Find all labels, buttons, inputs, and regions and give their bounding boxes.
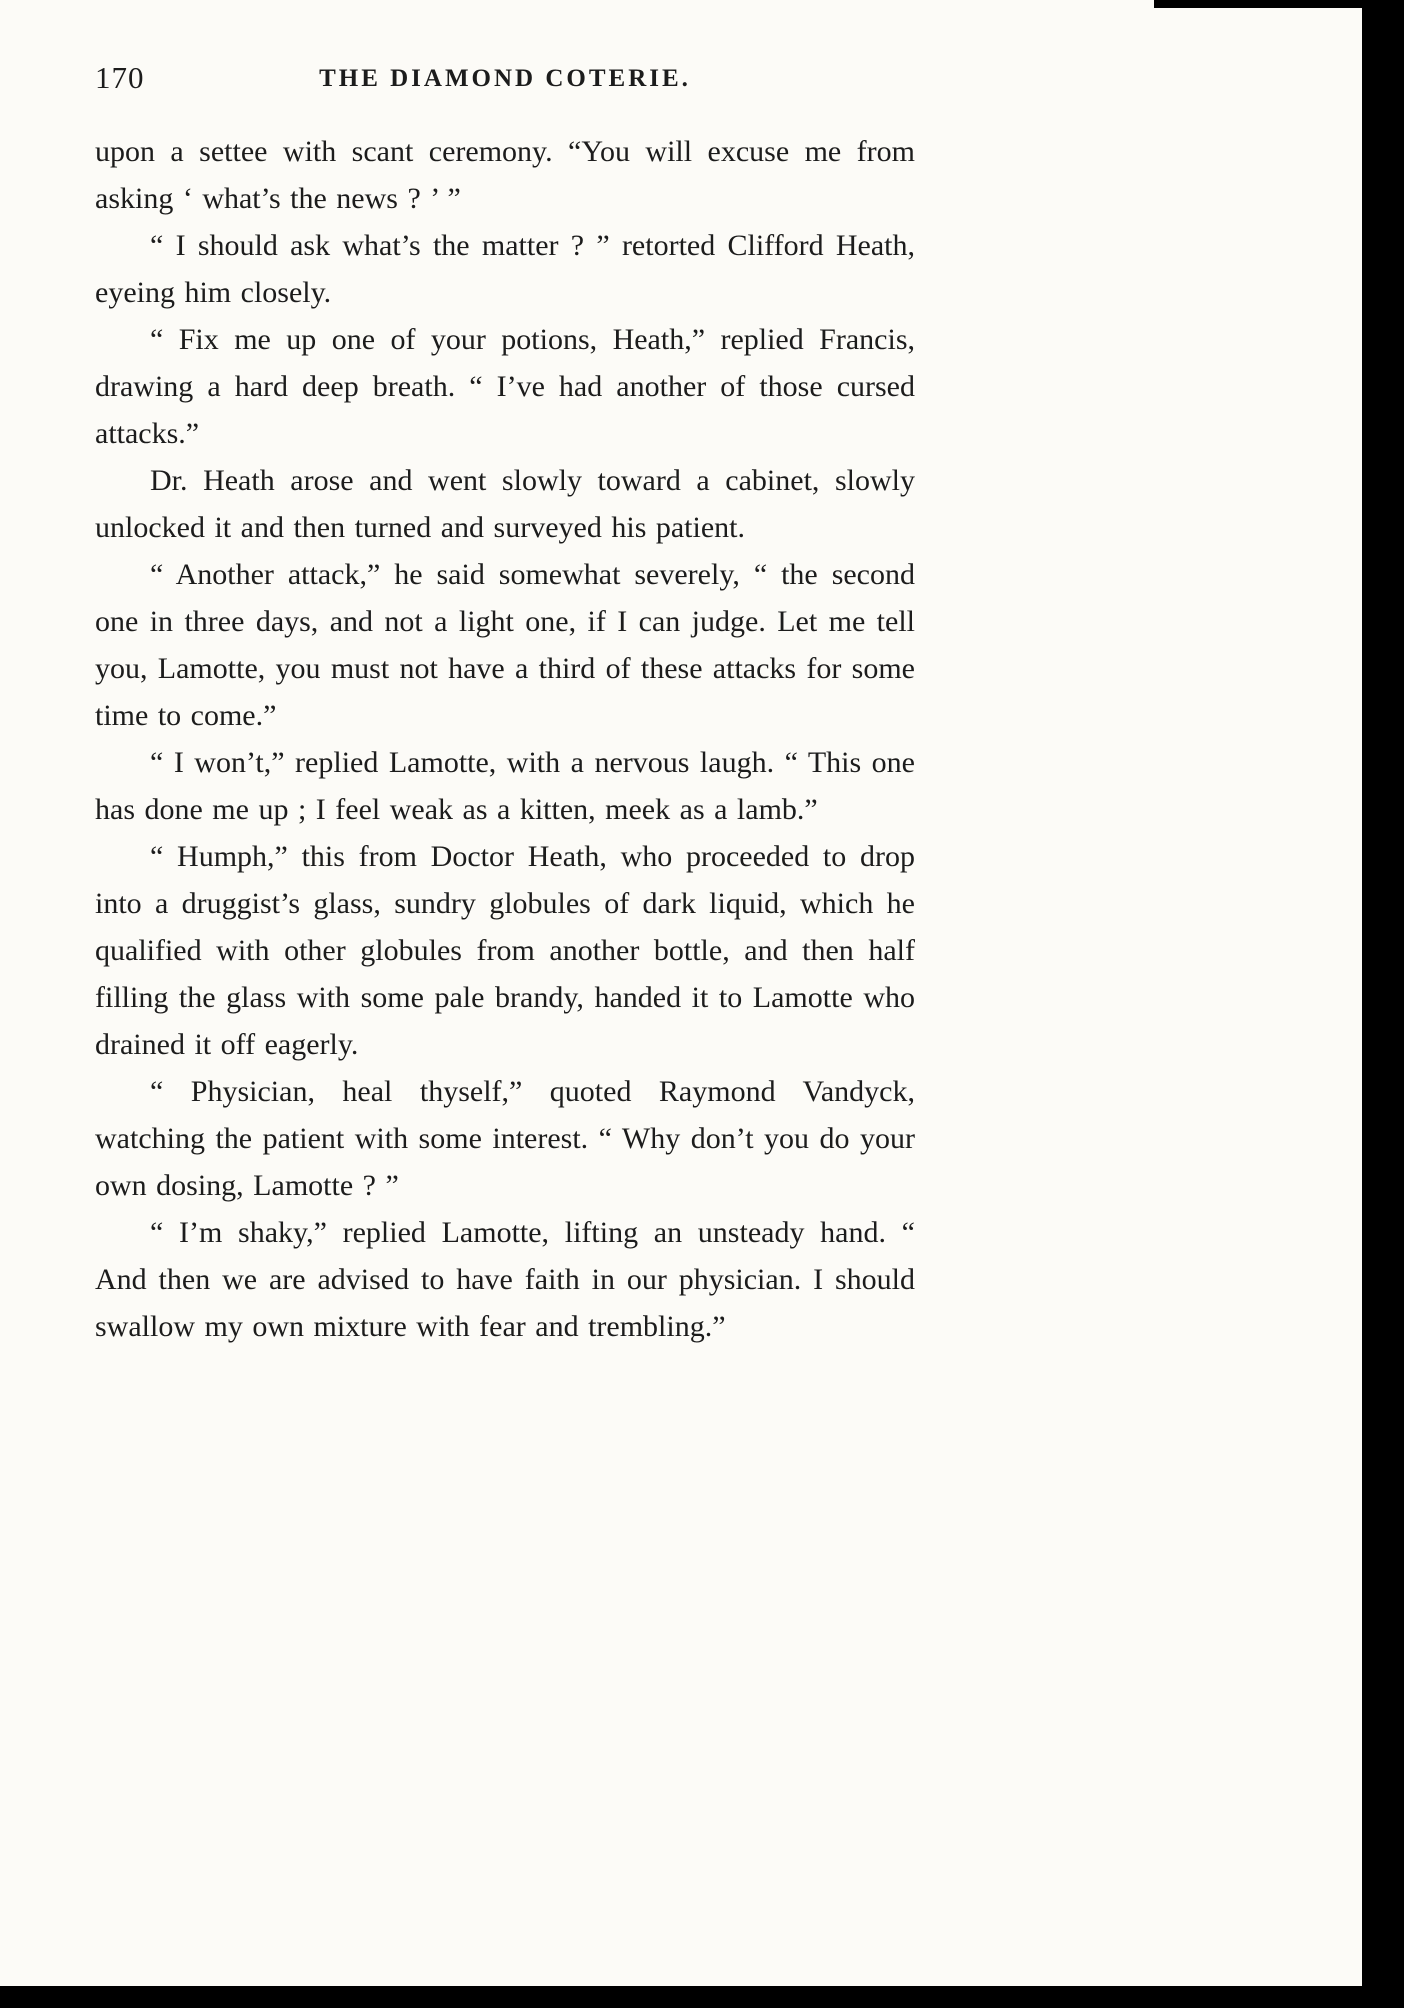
paragraph: “ I’m shaky,” replied Lamotte, lifting an unsteady hand. “ And then we are advised to have faith in our physician. I should swallow my own mixture with fear and trembling.” (95, 1216, 915, 1343)
page-header (95, 60, 915, 100)
text-block (95, 128, 915, 1350)
paragraph: “ Physician, heal thyself,” quoted Raymond Vandyck, watching the patient with some interest. “ Why don’t you do your own dosing, Lamotte ? ” (95, 1075, 915, 1202)
paragraph: “ Another attack,” he said somewhat severely, “ the second one in three days, and not a light one, if I can judge. Let me tell you, Lamotte, you must not have a third of these attacks for some time to come.” (95, 558, 915, 732)
paragraph: “ Humph,” this from Doctor Heath, who proceeded to drop into a druggist’s glass, sundry globules of dark liquid, which he qualified with other globules from another bottle, and then half filling the glass with some pale brandy, handed it to Lamotte who drained it off eagerly. (95, 840, 915, 1061)
scan-edge-bottom (0, 1986, 1404, 2008)
paragraph: upon a settee with scant ceremony. “You will excuse me from asking ‘ what’s the news ? ’ ” (95, 135, 915, 215)
paragraph: “ I won’t,” replied Lamotte, with a nervous laugh. “ This one has done me up ; I feel weak as a kitten, meek as a lamb.” (95, 746, 915, 826)
page-number: 170 (95, 60, 145, 95)
scan-edge-right (1362, 0, 1404, 2008)
paragraph: “ I should ask what’s the matter ? ” retorted Clifford Heath, eyeing him closely. (95, 229, 915, 309)
running-title: THE DIAMOND COTERIE. (319, 65, 691, 92)
paragraph: Dr. Heath arose and went slowly toward a cabinet, slowly unlocked it and then turned and surveyed his patient. (95, 464, 915, 544)
paragraph: “ Fix me up one of your potions, Heath,” replied Francis, drawing a hard deep breath. “ I’ve had another of those cursed attacks.” (95, 323, 915, 450)
